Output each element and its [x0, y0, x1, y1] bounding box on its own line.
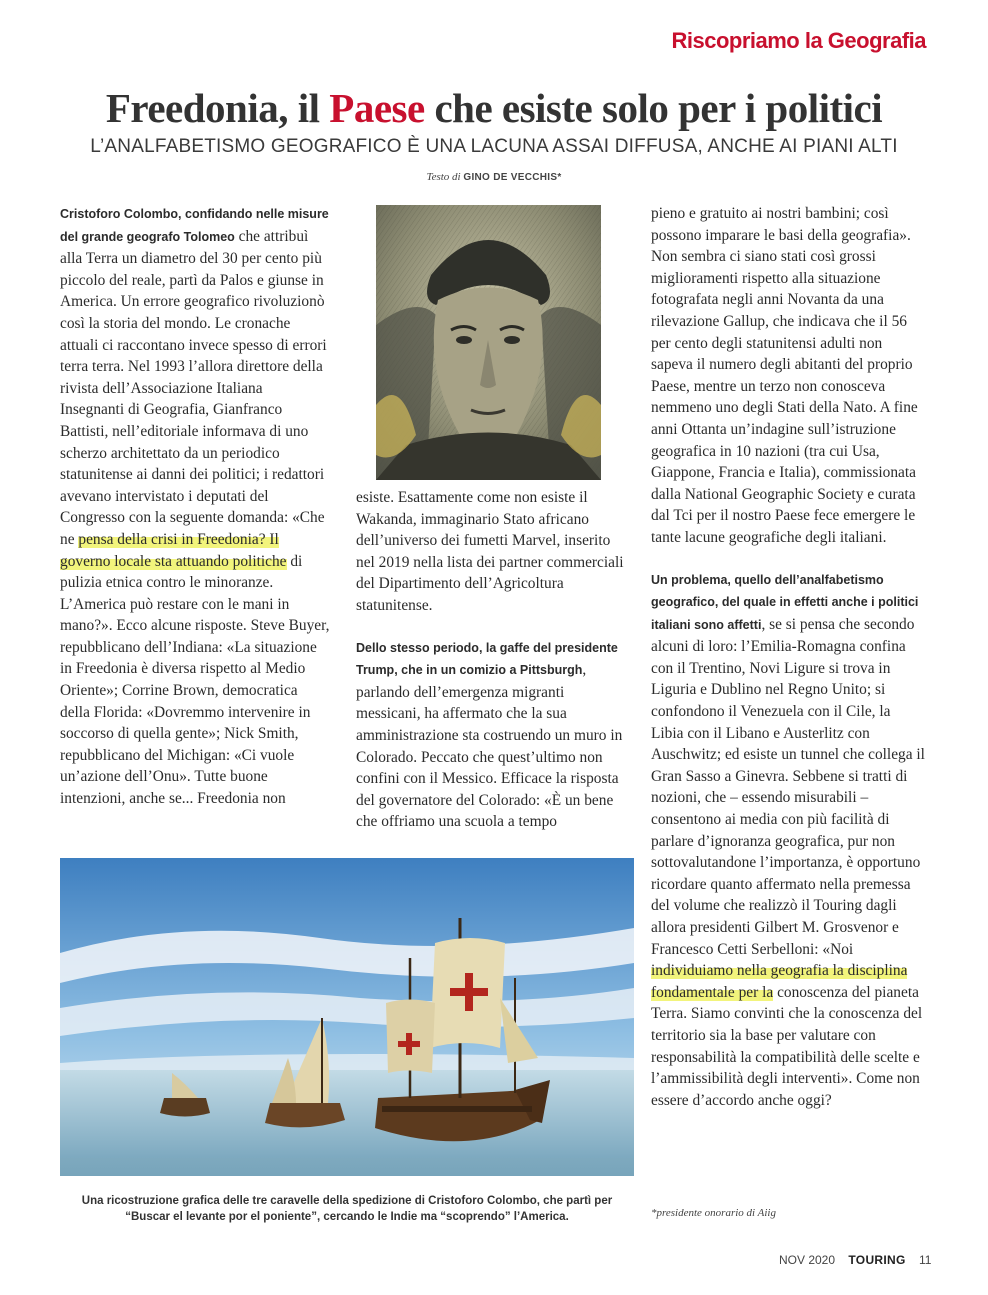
image-caption: Una ricostruzione grafica delle tre caravelle della spedizione di Cristoforo Colombo, che partì per “Buscar el levante por el poniente”, cercando le Indie ma “scoprendo” l’America.: [81, 1195, 613, 1223]
article-column-3: [651, 203, 926, 1111]
headline-accent-word: Paese: [329, 85, 425, 131]
highlighted-text: individuiamo nella geografia la disciplina fondamentale per la: [651, 962, 908, 1001]
body-text: conoscenza del pianeta Terra. Siamo convinti che la conoscenza del territorio sia la base per valutare con responsabilità la compatibilità delle scelte e l’ammissibilità degli interventi». Come non essere d’accordo anche oggi?: [651, 983, 923, 1109]
highlighted-text: pensa della crisi in Freedonia? Il governo locale sta attuando politiche: [60, 530, 287, 570]
lead-in: Un problema, quello dell’analfabetismo geografico, del quale in effetti anche i politici italiani sono affetti: [651, 572, 919, 632]
byline: [0, 171, 988, 183]
body-text: , se si pensa che secondo alcuni di loro: l’Emilia-Romagna confina con il Trentino, Novi Ligure si trova in Liguria e Dublino nel Regno Unito; si confondono il Venezuela con il Cile, la Libia con il Libano e Austerlitz con Auschwitz; ed esiste un tunnel che collega il Gran Sasso a Ginevra. Sebbene si tratti di nozioni, che – essendo misurabili – consentono ai media con più facilità di parlare d’ignoranza geografica, pur non sottovalutandone l’importanza, è opportuno ricordare quanto affermato nella premessa del volume che realizzò il Touring dagli allora presidenti Gilbert M. Grosvenor e Francesco Cetti Serbelloni: «Noi: [651, 615, 925, 958]
article-headline: [0, 84, 988, 132]
caravels-illustration: [60, 858, 634, 1176]
columbus-portrait-image: [376, 205, 601, 480]
magazine-name: TOURING: [848, 1253, 906, 1267]
column-2-paragraph: esiste. Esattamente come non esiste il Wakanda, immaginario Stato africano dell’universo dei fumetti Marvel, inserito nel 2019 nella lista dei partner commerciali del Dipartimento dell’Agricoltura statunitense.: [356, 489, 624, 614]
column-1-paragraph: [60, 203, 330, 810]
column-3-paragraph: [651, 569, 926, 1112]
headline-part: che esiste solo per i politici: [424, 85, 883, 131]
column-2-paragraph: [356, 637, 626, 833]
article-subtitle: L’ANALFABETISMO GEOGRAFICO È UNA LACUNA ASSAI DIFFUSA, ANCHE AI PIANI ALTI: [90, 136, 898, 157]
issue-date: NOV 2020: [779, 1253, 836, 1267]
byline-prefix: Testo di: [426, 171, 464, 183]
byline-author: GINO DE VECCHIS*: [463, 172, 562, 183]
body-text: che attribuì alla Terra un diametro del 30 per cento più piccolo del reale, partì da Palos e giunse in America. Un errore geografico rivoluzionò così la storia del mondo. Le cronache attuali ci raccontano invece spesso di errori terra terra. Nel 1993 l’allora direttore della rivista dell’Associazione Italiana Insegnanti di Geografia, Gianfranco Battisti, nell’editoriale informava di uno scherzo architettato da un periodico statunitense ai danni dei politici; i redattori avevano intervistato i deputati del Congresso con la seguente domanda: «Che ne: [60, 227, 327, 548]
article-column-1: [60, 203, 330, 810]
author-footnote: *presidente onorario di Aiig: [651, 1207, 776, 1219]
lead-in: Dello stesso periodo, la gaffe del presidente Trump, che in un comizio a Pittsburgh: [356, 640, 618, 678]
body-text: di pulizia etnica contro le minoranze. L’America può restare con le mani in mano?». Ecco alcune risposte. Steve Buyer, repubblicano dell’Indiana: «La situazione in Freedonia è diversa rispetto al Medio Oriente»; Corrine Brown, democratica della Florida: «Dovremmo intervenire in soccorso di quella gente»; Nick Smith, repubblicano del Michigan: «Ci vuole un’azione dell’Onu». Tutte buone intenzioni, anche se... Freedonia non: [60, 552, 330, 808]
page-number: 11: [918, 1253, 932, 1267]
headline-part: Freedonia, il: [105, 85, 330, 131]
section-tag: Riscopriamo la Geografia: [671, 28, 926, 53]
page-footer: [779, 1253, 931, 1267]
column-3-paragraph: pieno e gratuito ai nostri bambini; così possono imparare le basi della geografia». Non sembra ci siano stati così grossi miglioramenti rispetto alla situazione fotografata negli anni Novanta da una rilevazione Gallup, che indicava che il 56 per cento degli statunitensi adulti non sapeva il numero degli abitanti del proprio Paese, mentre un terzo non conosceva nemmeno uno degli Stati della Nato. A fine anni Ottanta un’indagine sull’istruzione geografica in 10 nazioni (tra cui Usa, Giappone, Francia e Italia), commissionata dalla National Geographic Society e curata dal Tci per il nostro Paese fece emergere le tante lacune geografiche degli italiani.: [651, 205, 918, 546]
body-text: , parlando dell’emergenza migranti messicani, ha affermato che la sua amministrazione sta costruendo un muro in Colorado. Peccato che quest’ultimo non confini con il Messico. Efficace la risposta del governatore del Colorado: «È un bene che offriamo una scuola a tempo: [356, 661, 623, 831]
lead-in: Cristoforo Colombo, confidando nelle misure del grande geografo Tolomeo: [60, 207, 329, 244]
article-column-2: [356, 487, 626, 833]
